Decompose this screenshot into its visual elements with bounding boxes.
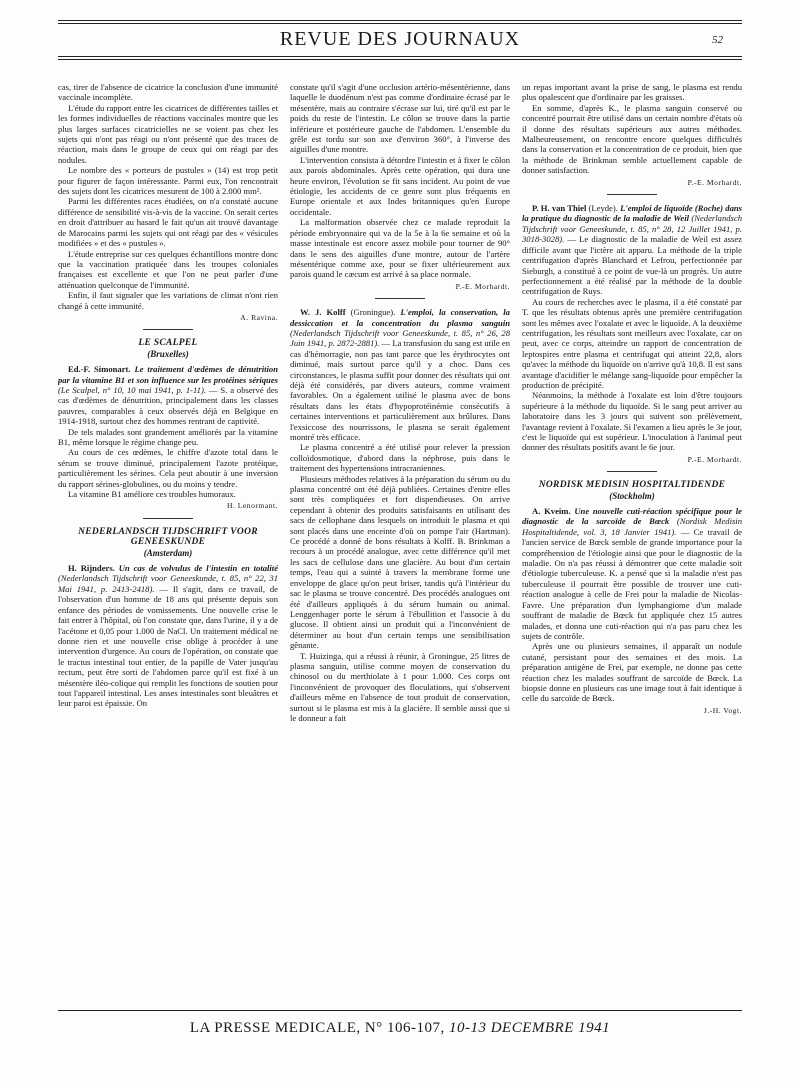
paragraph: Le plasma concentré a été utilisé pour relever la pression colloïdosmotique, d'abord dans la néphrose, puis dans le traitement des hypertensions intracraniennes. bbox=[290, 442, 510, 474]
section-divider bbox=[375, 298, 425, 299]
paragraph: En somme, d'après K., le plasma sanguin conservé ou concentré pourrait être utilisé dans un certain nombre d'états où il donne des résultats supérieurs aux autres méthodes. Malheureusement, on rencontre encore quelques difficultés dans la conservation et la concentration de ce produit, bien que la méthode de Brinkman semble actuellement capable de donner satisfaction. bbox=[522, 102, 742, 176]
section-subtitle: (Bruxelles) bbox=[147, 348, 189, 359]
article-text: — S. a observé des cas d'œdèmes de dénutrition, principalement dans les classes pauvres, comparables à ceux observés déjà en Belgique en 1914-1918, surtout chez des hommes rentrant de captivité. bbox=[58, 384, 278, 427]
article-author: H. Rijnders. bbox=[68, 563, 115, 574]
article-text: — Le diagnostic de la maladie de Weil est assez difficile avant que l'ictère ait apparu. La méthode de la triple centrifugation d'après Blanchard et Lefrou, perfectionnée par Sieburgh, a constitué à ce point de vue-là un progrès. Un autre perfectionnement a été réalisé par la méthode de la double centrifugation de Ruys. bbox=[522, 234, 742, 297]
paragraph: L'intervention consista à détordre l'intestin et à fixer le côlon aux parois abdominales. Après cette opération, qui dura une heure environ, l'évolution se fit sans incident. Au point de vue étiologie, les accidents de ce genre sont plus fréquents en Europe orientale et aux Indes britanniques qu'en Europe occidentale. bbox=[290, 154, 510, 217]
section-divider bbox=[607, 194, 657, 195]
footer-date: 10-13 DECEMBRE 1941 bbox=[448, 1020, 611, 1036]
paragraph: Le nombre des « porteurs de pustules » (14) est trop petit pour figurer de façon intéressante. Parmi eux, l'on rencontrait des sujets dont les cicatrices mesurent de 100 à 2.000 mm². bbox=[58, 165, 278, 197]
article-reference: (Nederlandsch Tijdschrift voor Geneeskunde, t. 85, n° 22, 31 Mai 1941, p. 2413-2418). bbox=[58, 573, 278, 594]
signature: A. Ravina. bbox=[240, 312, 278, 322]
article-reference: (Nederlandsch Tijdschrift voor Geneeskunde, t. 85, n° 26, 28 Juin 1941, p. 2872-2881). bbox=[290, 327, 510, 349]
column-3 bbox=[522, 82, 742, 1002]
paragraph: cas, tirer de l'absence de cicatrice la conclusion d'une immunité vaccinale incomplète. bbox=[58, 82, 278, 103]
article-rijnders bbox=[58, 563, 278, 709]
paragraph: Après une ou plusieurs semaines, il apparaît un nodule cutané, persistant pour des semaines et des mois. La préparation antigène de Frei, par exemple, ne donne pas cette réaction chez les malades souffrant de sarcoïde de Bœck. La biopsie donne en plusieurs cas une image tout à fait identique à celle du sarcoïde de Bœck. bbox=[522, 641, 742, 704]
paragraph: L'étude du rapport entre les cicatrices de différentes tailles et les formes individuelles de réactions vaccinales montre que les plus larges surfaces cicatricielles ne se voient pas chez les sujets qui n'ont pas réagi ou n'ont présenté que des traces de réaction, mais dans le groupe de ceux qui ont réagi par des nodules. bbox=[58, 102, 278, 165]
paragraph: Parmi les différentes races étudiées, on n'a constaté aucune différence de sensibilité vis-à-vis de la vaccine. On serait certes en droit d'attribuer au hasard le fait qu'un ait trouvé davantage de Marocains parmi les sujets qui ont réagi par des « vésicules modifiées » et des « pustules ». bbox=[58, 196, 278, 249]
header-bottom-rule-2 bbox=[58, 59, 742, 60]
section-title: NEDERLANDSCH TIJDSCHRIFT VOOR GENEESKUNDE bbox=[78, 526, 258, 548]
section-title: LE SCALPEL bbox=[138, 338, 198, 349]
article-title: L'emploi, la conservation, la dessiccation et la concentration du plasma sanguin bbox=[290, 307, 510, 328]
footer-publication: LA PRESSE MEDICALE, N° bbox=[189, 1020, 383, 1036]
article-van-thiel bbox=[522, 203, 742, 297]
section-divider bbox=[607, 471, 657, 472]
header-top-rule bbox=[58, 20, 742, 21]
article-text: — Il s'agit, dans ce travail, de l'observation d'un homme de 18 ans qui présente depuis son enfance des périodes de vomissements. Une nouvelle crise le fait entrer à l'hôpital, où l'on constate que, dans l'urine, il y a de l'acétone et 0,05 pour 1.000 de NaCl. Un traitement médical ne donne rien et une nouvelle crise oblige à procéder à une intervention d'urgence. Au cours de l'opération, on constate que le tractus intestinal tout entier, de la papille de Vater jusqu'au rectum, peut être sorti de l'abdomen parce qu'il est fixé à un mésentère iléo-colique qui remplit les fonctions de soutien pour tout l'appareil intestinal. Les anses intestinales sont bleuâtres et leur paroi est épaissie. On bbox=[58, 583, 278, 709]
header-top-rule-2 bbox=[58, 23, 742, 24]
column-1 bbox=[58, 82, 278, 1002]
article-kolff bbox=[290, 307, 510, 442]
article-author: P. H. van Thiel bbox=[532, 203, 587, 214]
article-kveim bbox=[522, 506, 742, 641]
paragraph: La malformation observée chez ce malade reproduit la période embryonnaire qui va de la 5e à la 6e semaine et où la masse intestinale est encore assez mobile pour tourner de 90° dans le sens des aiguilles d'une montre, autour de l'artère mésentérique comme axe, pour se fixer ultérieurement aux parois quand le cæcum est arrivé à sa place normale. bbox=[290, 217, 510, 280]
footer-rule bbox=[58, 1010, 742, 1011]
section-subtitle: (Amsterdam) bbox=[143, 547, 193, 558]
paragraph: La vitamine B1 améliore ces troubles humoraux. bbox=[68, 489, 236, 500]
section-title: NORDISK MEDISIN HOSPITALTIDENDE bbox=[538, 480, 726, 491]
signature: H. Lenormant. bbox=[227, 501, 278, 511]
article-author: W. J. Kolff bbox=[300, 307, 346, 318]
article-simonart bbox=[58, 364, 278, 426]
header-bottom-rule bbox=[58, 56, 742, 57]
paragraph: De tels malades sont grandement améliorés par la vitamine B1, même lorsque le régime change peu. bbox=[58, 426, 278, 447]
signature: P.-E. Morhardt. bbox=[687, 454, 742, 464]
text-columns bbox=[58, 82, 742, 1002]
article-reference: (Le Scalpel, n° 10, 10 mai 1941, p. 1-11). bbox=[58, 384, 206, 395]
section-subtitle: (Stockholm) bbox=[609, 490, 655, 501]
footer-issue: 106-107, bbox=[382, 1020, 449, 1036]
paragraph: Au cours de ces œdèmes, le chiffre d'azote total dans le sérum se trouve diminué, principalement l'azote protéique, particulièrement les sérines. Cela peut aboutir à une inversion du rapport sérines-globulines, ou du moins y tendre. bbox=[58, 447, 278, 489]
article-text: — Ce travail de l'ancien service de Bœck semble de grande importance pour la compréhension de l'étiologie ainsi que pour le diagnostic de la maladie. On n'a pas réussi à démontrer que cette maladie soit d'étiologie tuberculeuse. K. a pensé que si la maladie n'est pas tuberculeuse il pourrait être possible de trouver une cuti-réaction analogue à celle de Frei pour la maladie de Nicolas-Favre. Une préparation d'un lymphangiome d'un malade souffrant de maladie de Bœck fut appliquée chez 15 autres malades, et donna une cuti-réaction qui n'a pas paru chez les sujets de contrôle. bbox=[522, 526, 742, 641]
paragraph: L'étude entreprise sur ces quelques échantillons montre donc que la vaccination pratiquée dans les troupes coloniales françaises est excellente et que l'on ne peut parler d'une atténuation quelconque de l'immunité. bbox=[58, 248, 278, 290]
paragraph: un repas important avant la prise de sang, le plasma est rendu plus opalescent que d'ordinaire par les graisses. bbox=[522, 82, 742, 103]
signature: J.-H. Vogt. bbox=[703, 705, 742, 715]
paragraph: Plusieurs méthodes relatives à la préparation du sérum ou du plasma concentré ont été déjà publiées. Certaines d'entre elles sont très compliquées et fort dispendieuses. On arrive cependant à obtenir des produits satisfaisants en utilisant des sacs de cellophane dans lesquels on introduit le plasma et qui sont placés dans une enceinte d'où on pompe l'air (Hartman). Ce procédé a donné de bons résultats à Kolff. B. Brinkman a recours à un procédé analogue, avec cette différence qu'il met les sacs de cellulose dans une glacière. Au bout d'un certain temps, l'eau qui a suinté à travers la membrane forme une enveloppe de glace qu'on peut briser, tandis qu'à l'intérieur du sac le plasma se trouve concentré. Des procédés analogues ont été d'ailleurs appliqués à du sérum humain ou animal. Lenggenhager porte le sérum à l'ébullition et l'associe à du glucose. Il obtient ainsi un produit qui a l'inconvénient de déterminer au bout d'un certain temps une sensibilisation gênante. bbox=[290, 473, 510, 651]
signature: P.-E. Morhardt. bbox=[687, 177, 742, 187]
article-reference: (Nederlandsch Tijdschrift voor Geneeskunde, t. 85, n° 28, 12 Juillet 1941, p. 3018-3028). bbox=[522, 213, 742, 245]
column-2 bbox=[290, 82, 510, 1002]
article-author: Ed.-F. Simonart. bbox=[68, 364, 131, 375]
article-title: Un cas de volvulus de l'intestin en totalité bbox=[118, 563, 278, 574]
paragraph: Néanmoins, la méthode à l'oxalate est loin d'être toujours supérieure à la méthode du liquoïde. Si le sang peut arriver au laboratoire dans les 3 jours qui suivent son prélèvement, l'avantage revient à l'oxalate. Si l'examen a lieu après le 3e jour, c'est le liquoïde qui est supérieur. L'inoculation à l'animal peut donner des résultats positifs avant le 6e jour. bbox=[522, 390, 742, 453]
section-divider bbox=[143, 518, 193, 519]
paragraph: Enfin, il faut signaler que les variations de climat n'ont rien changé à cette immunité. bbox=[58, 290, 278, 311]
paragraph: constate qu'il s'agit d'une occlusion artério-mésentérienne, dans laquelle le duodénum n'est pas comme d'ordinaire écrasé par le mésentère, mais au contraire s'écrase sur lui, tiré qu'il est par le poids du reste de l'intestin. Le côlon se trouve dans la partie inférieure et postérieure gauche de l'abdomen. L'ensemble du grêle est tordu sur son axe d'environ 360°, à l'inverse des aiguilles d'une montre. bbox=[290, 82, 510, 155]
page-number: 52 bbox=[712, 34, 723, 46]
article-title: Le traitement d'œdèmes de dénutrition par la vitamine B1 et son influence sur les protéines sériques bbox=[58, 364, 278, 385]
section-divider bbox=[143, 329, 193, 330]
article-location: (Groningue). bbox=[350, 307, 396, 318]
article-reference: (Nordisk Medisin Hospitaltidende, vol. 3, 18 Janvier 1941). bbox=[522, 516, 742, 537]
article-title: Une nouvelle cuti-réaction spécifique pour le diagnostic de la sarcoïde de Bœck bbox=[522, 506, 742, 527]
intro-paragraphs bbox=[58, 82, 278, 311]
article-location: (Leyde). bbox=[588, 203, 618, 214]
page-header-title: REVUE DES JOURNAUX bbox=[279, 28, 521, 50]
paragraph: Au cours de recherches avec le plasma, il a été constaté par T. que les résultats obtenus après une première centrifugation sont les mêmes avec l'oxalate et avec le liquoïde. A la deuxième centrifugation, les résultats sont meilleurs avec l'oxalate, car on peut, avec ce corps, atteindre un rapport de concentration de leptospires entre plasma et centrifugat qui atteint 22,8, alors qu'avec la méthode du liquoïde on n'arrive qu'à 10,8. Il est sans avantage d'acidifier le mélange sang-liquoïde pour empêcher la production de précipité. bbox=[522, 296, 742, 390]
paragraph: T. Huizinga, qui a réussi à réunir, à Groningue, 25 litres de plasma sanguin, utilise comme moyen de conservation du chinosol ou du merthiolate à 1 pour 1.000. Ces corps ont l'inconvénient de provoquer des floculations, qui s'observent d'ailleurs même en l'absence de tout produit de conservation, surtout si le plasma est mis à la glacière. Il semble aussi que si le donneur a fait bbox=[290, 650, 510, 723]
article-title: L'emploi de liquoïde (Roche) dans la pratique du diagnostic de la maladie de Weil bbox=[522, 203, 742, 224]
signature: P.-E. Morhardt. bbox=[455, 281, 510, 291]
article-text: — La transfusion du sang est utile en cas d'hémorragie, non pas tant parce que les érythrocytes ont diminué, mais surtout parce qu'il y a choc. Dans ces circonstances, le plasma suffit pour donner des résultats qui ont déjà été considérés, par divers auteurs, comme vraiment favorables. On a également utilisé le plasma avec de bons résultats dans les états d'hypoprotéinémie consécutifs à certaines interventions et particulièrement aux brûlures. Dans l'exsiccose des nourrissons, le plasma se serait également montré très efficace. bbox=[290, 338, 510, 442]
page-footer bbox=[0, 1020, 800, 1037]
article-author: A. Kveim. bbox=[532, 506, 571, 517]
